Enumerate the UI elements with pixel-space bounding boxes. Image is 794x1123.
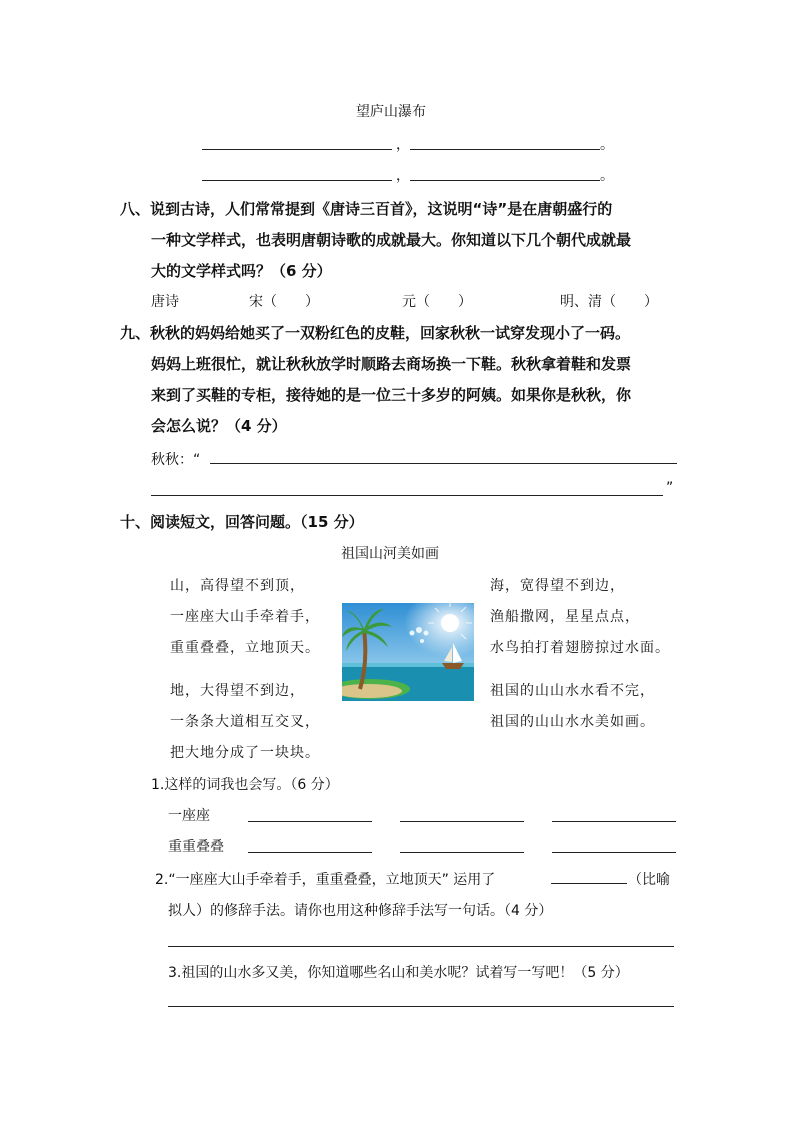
q8-line-1: 八、说到古诗，人们常常提到《唐诗三百首》，这说明“诗”是在唐朝盛行的 [120,200,613,218]
dynasty-yuan[interactable]: 元（ ） [402,294,472,310]
q9-line-4: 会怎么说？（4 分） [151,417,287,435]
q8-line-2: 一种文学样式，也表明唐朝诗歌的成就最大。你知道以下几个朝代成就最 [151,231,632,249]
sub1-blank[interactable] [552,852,676,853]
answer-blank[interactable] [202,149,392,150]
poem-right-line: 渔船撒网，星星点点， [490,609,640,625]
sub2-answer-line[interactable] [168,946,674,947]
sub1-blank[interactable] [400,821,524,822]
dynasty-ming-qing[interactable]: 明、清（ ） [560,294,658,310]
sub1-label-1: 一座座 [168,808,210,824]
poem-left-line: 一座座大山手牵着手， [170,609,320,625]
period: 。 [600,168,614,184]
sub2-blank[interactable] [551,883,627,884]
poem-left-line: 山，高得望不到顶， [170,578,305,594]
q9-answer-line-1[interactable] [210,463,677,464]
poem-left-line: 重重叠叠，立地顶天。 [170,640,320,656]
dynasty-tang: 唐诗 [151,294,179,310]
poem-right-line: 水鸟拍打着翅膀掠过水面。 [490,640,670,656]
answer-blank[interactable] [410,149,600,150]
q8-line-3: 大的文学样式吗？（6 分） [151,262,332,280]
answer-blank[interactable] [410,180,600,181]
answer-blank[interactable] [202,180,392,181]
sub3-text: 3.祖国的山水多又美，你知道哪些名山和美水呢？试着写一写吧！（5 分） [168,965,629,981]
q9-line-1: 九、秋秋的妈妈给她买了一双粉红色的皮鞋，回家秋秋一试穿发现小了一码。 [120,324,631,342]
poem-left-line: 地，大得望不到边， [170,683,305,699]
poem-left-line: 把大地分成了一块块。 [170,745,320,761]
poem-right-line: 祖国的山山水水看不完， [490,683,655,699]
sub1-blank[interactable] [552,821,676,822]
comma: ， [396,168,410,184]
sub2-line-2: 拟人）的修辞手法。请你也用这种修辞手法写一句话。（4 分） [168,903,553,919]
sub3-answer-line[interactable] [168,1006,674,1007]
sub2-line-1a: 2.“一座座大山手牵着手，重重叠叠，立地顶天” 运用了 [155,872,496,888]
q9-answer-prefix: 秋秋：“ [151,452,201,468]
poem-right-line: 祖国的山山水水美如画。 [490,714,655,730]
q9-answer-suffix: ” [666,480,674,496]
period: 。 [600,137,614,153]
sub1-blank[interactable] [248,852,372,853]
passage-title: 祖国山河美如画 [341,546,439,562]
sub1-label-2: 重重叠叠 [168,839,224,855]
poem-left-line: 一条条大道相互交叉， [170,714,320,730]
sub1-blank[interactable] [400,852,524,853]
comma: ， [396,137,410,153]
q10-heading: 十、阅读短文，回答问题。（15 分） [120,513,364,531]
dynasty-song[interactable]: 宋（ ） [249,294,319,310]
q9-answer-line-2[interactable] [151,495,663,496]
sub1-blank[interactable] [248,821,372,822]
poem-right-line: 海，宽得望不到边， [490,578,625,594]
poem-title: 望庐山瀑布 [356,104,426,120]
island-illustration [342,603,474,701]
q9-line-2: 妈妈上班很忙，就让秋秋放学时顺路去商场换一下鞋。秋秋拿着鞋和发票 [151,355,632,373]
sub2-line-1b: （比喻 [628,872,670,888]
q9-line-3: 来到了买鞋的专柜，接待她的是一位三十多岁的阿姨。如果你是秋秋，你 [151,386,632,404]
sub1-text: 1.这样的词我也会写。（6 分） [151,777,339,793]
